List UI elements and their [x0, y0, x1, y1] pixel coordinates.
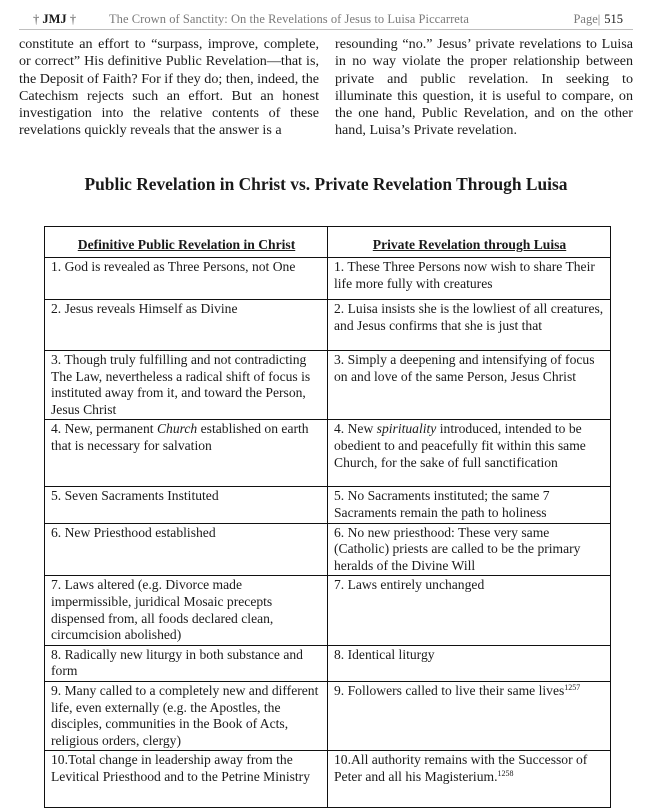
private-cell: 1. These Three Persons now wish to share Their life more fully with creatures — [328, 258, 611, 300]
public-cell: 3. Though truly fulfilling and not contradicting The Law, nevertheless a radical shift of focus is instituted away from it, and toward the Person, Jesus Christ — [45, 351, 328, 420]
public-cell: 9. Many called to a completely new and different life, even externally (e.g. the Apostles, the disciples, communities in the Book of Acts, religious orders, clergy) — [45, 681, 328, 750]
comparison-table — [44, 226, 611, 808]
table-row — [45, 576, 611, 645]
left-column-text: constitute an effort to “surpass, improve, complete, or correct” His definitive Public Revelation—that is, the Deposit of Faith? For if they do; then, indeed, the Catechism rejects such an effort. But an honest investigation into the relative contents of these revelations quickly reveals that the answer is a — [19, 36, 319, 139]
page-number-value: 515 — [604, 12, 623, 26]
cell-text: 10.All authority remains with the Successor of Peter and all his Magisterium. — [334, 752, 588, 784]
running-header — [19, 9, 633, 30]
table-row — [45, 523, 611, 576]
footnote-ref[interactable]: 1257 — [564, 682, 581, 692]
book-title: The Crown of Sanctity: On the Revelations of Jesus to Luisa Piccarreta — [109, 12, 470, 26]
cell-text: established on earth that is necessary for salvation — [51, 421, 309, 453]
table-row — [45, 487, 611, 523]
cell-text: introduced, intended to be obedient to and peacefully fit within this same Church, for the sake of full sanctification — [334, 421, 586, 470]
public-cell: 10.Total change in leadership away from the Levitical Priesthood and to the Petrine Ministry — [45, 751, 328, 808]
emphasis-text: Church — [156, 421, 198, 437]
page-label: Page| — [573, 12, 601, 26]
cross-icon: † — [33, 12, 43, 26]
private-cell: 2. Luisa insists she is the lowliest of all creatures, and Jesus confirms that she is just that — [328, 300, 611, 351]
public-cell — [45, 420, 328, 487]
public-cell: 2. Jesus reveals Himself as Divine — [45, 300, 328, 351]
private-cell: 3. Simply a deepening and intensifying of focus on and love of the same Person, Jesus Christ — [328, 351, 611, 420]
table-row — [45, 300, 611, 351]
cell-text: 4. New — [334, 421, 377, 437]
cell-text: 4. New, permanent — [51, 421, 157, 437]
public-cell: 8. Radically new liturgy in both substance and form — [45, 645, 328, 681]
footnote-ref[interactable]: 1258 — [497, 768, 514, 778]
table-row — [45, 645, 611, 681]
table-row — [45, 420, 611, 487]
column-header-private: Private Revelation through Luisa — [328, 227, 611, 258]
table-header-row — [45, 227, 611, 258]
table-row — [45, 258, 611, 300]
section-title: Public Revelation in Christ vs. Private Revelation Through Luisa — [84, 174, 568, 194]
private-cell — [328, 420, 611, 487]
cell-text: 9. Followers called to live their same lives — [334, 682, 565, 698]
private-cell — [328, 751, 611, 808]
public-cell: 5. Seven Sacraments Instituted — [45, 487, 328, 523]
table-row — [45, 751, 611, 808]
table-row — [45, 681, 611, 750]
emphasis-text: spirituality — [376, 421, 437, 437]
public-cell: 7. Laws altered (e.g. Divorce made impermissible, juridical Mosaic precepts dispensed from, all foods declared clean, circumcision abolished) — [45, 576, 328, 645]
right-column-text: resounding “no.” Jesus’ private revelations to Luisa in no way violate the proper relationship between private and public revelation. In seeking to illuminate this question, it is useful to compare, on the one hand, Public Revelation, and on the other hand, Luisa’s Private revelation. — [335, 36, 633, 139]
jmj-mark — [33, 12, 76, 27]
public-cell: 1. God is revealed as Three Persons, not One — [45, 258, 328, 300]
table-row — [45, 351, 611, 420]
cross-icon: † — [66, 12, 77, 26]
column-header-public: Definitive Public Revelation in Christ — [45, 227, 328, 258]
page-number — [573, 12, 623, 27]
private-cell: 7. Laws entirely unchanged — [328, 576, 611, 645]
public-cell: 6. New Priesthood established — [45, 523, 328, 576]
private-cell: 5. No Sacraments instituted; the same 7 Sacraments remain the path to holiness — [328, 487, 611, 523]
private-cell: 6. No new priesthood: These very same (Catholic) priests are called to be the primary heralds of the Divine Will — [328, 523, 611, 576]
private-cell: 8. Identical liturgy — [328, 645, 611, 681]
jmj-label: JMJ — [42, 12, 67, 26]
private-cell — [328, 681, 611, 750]
